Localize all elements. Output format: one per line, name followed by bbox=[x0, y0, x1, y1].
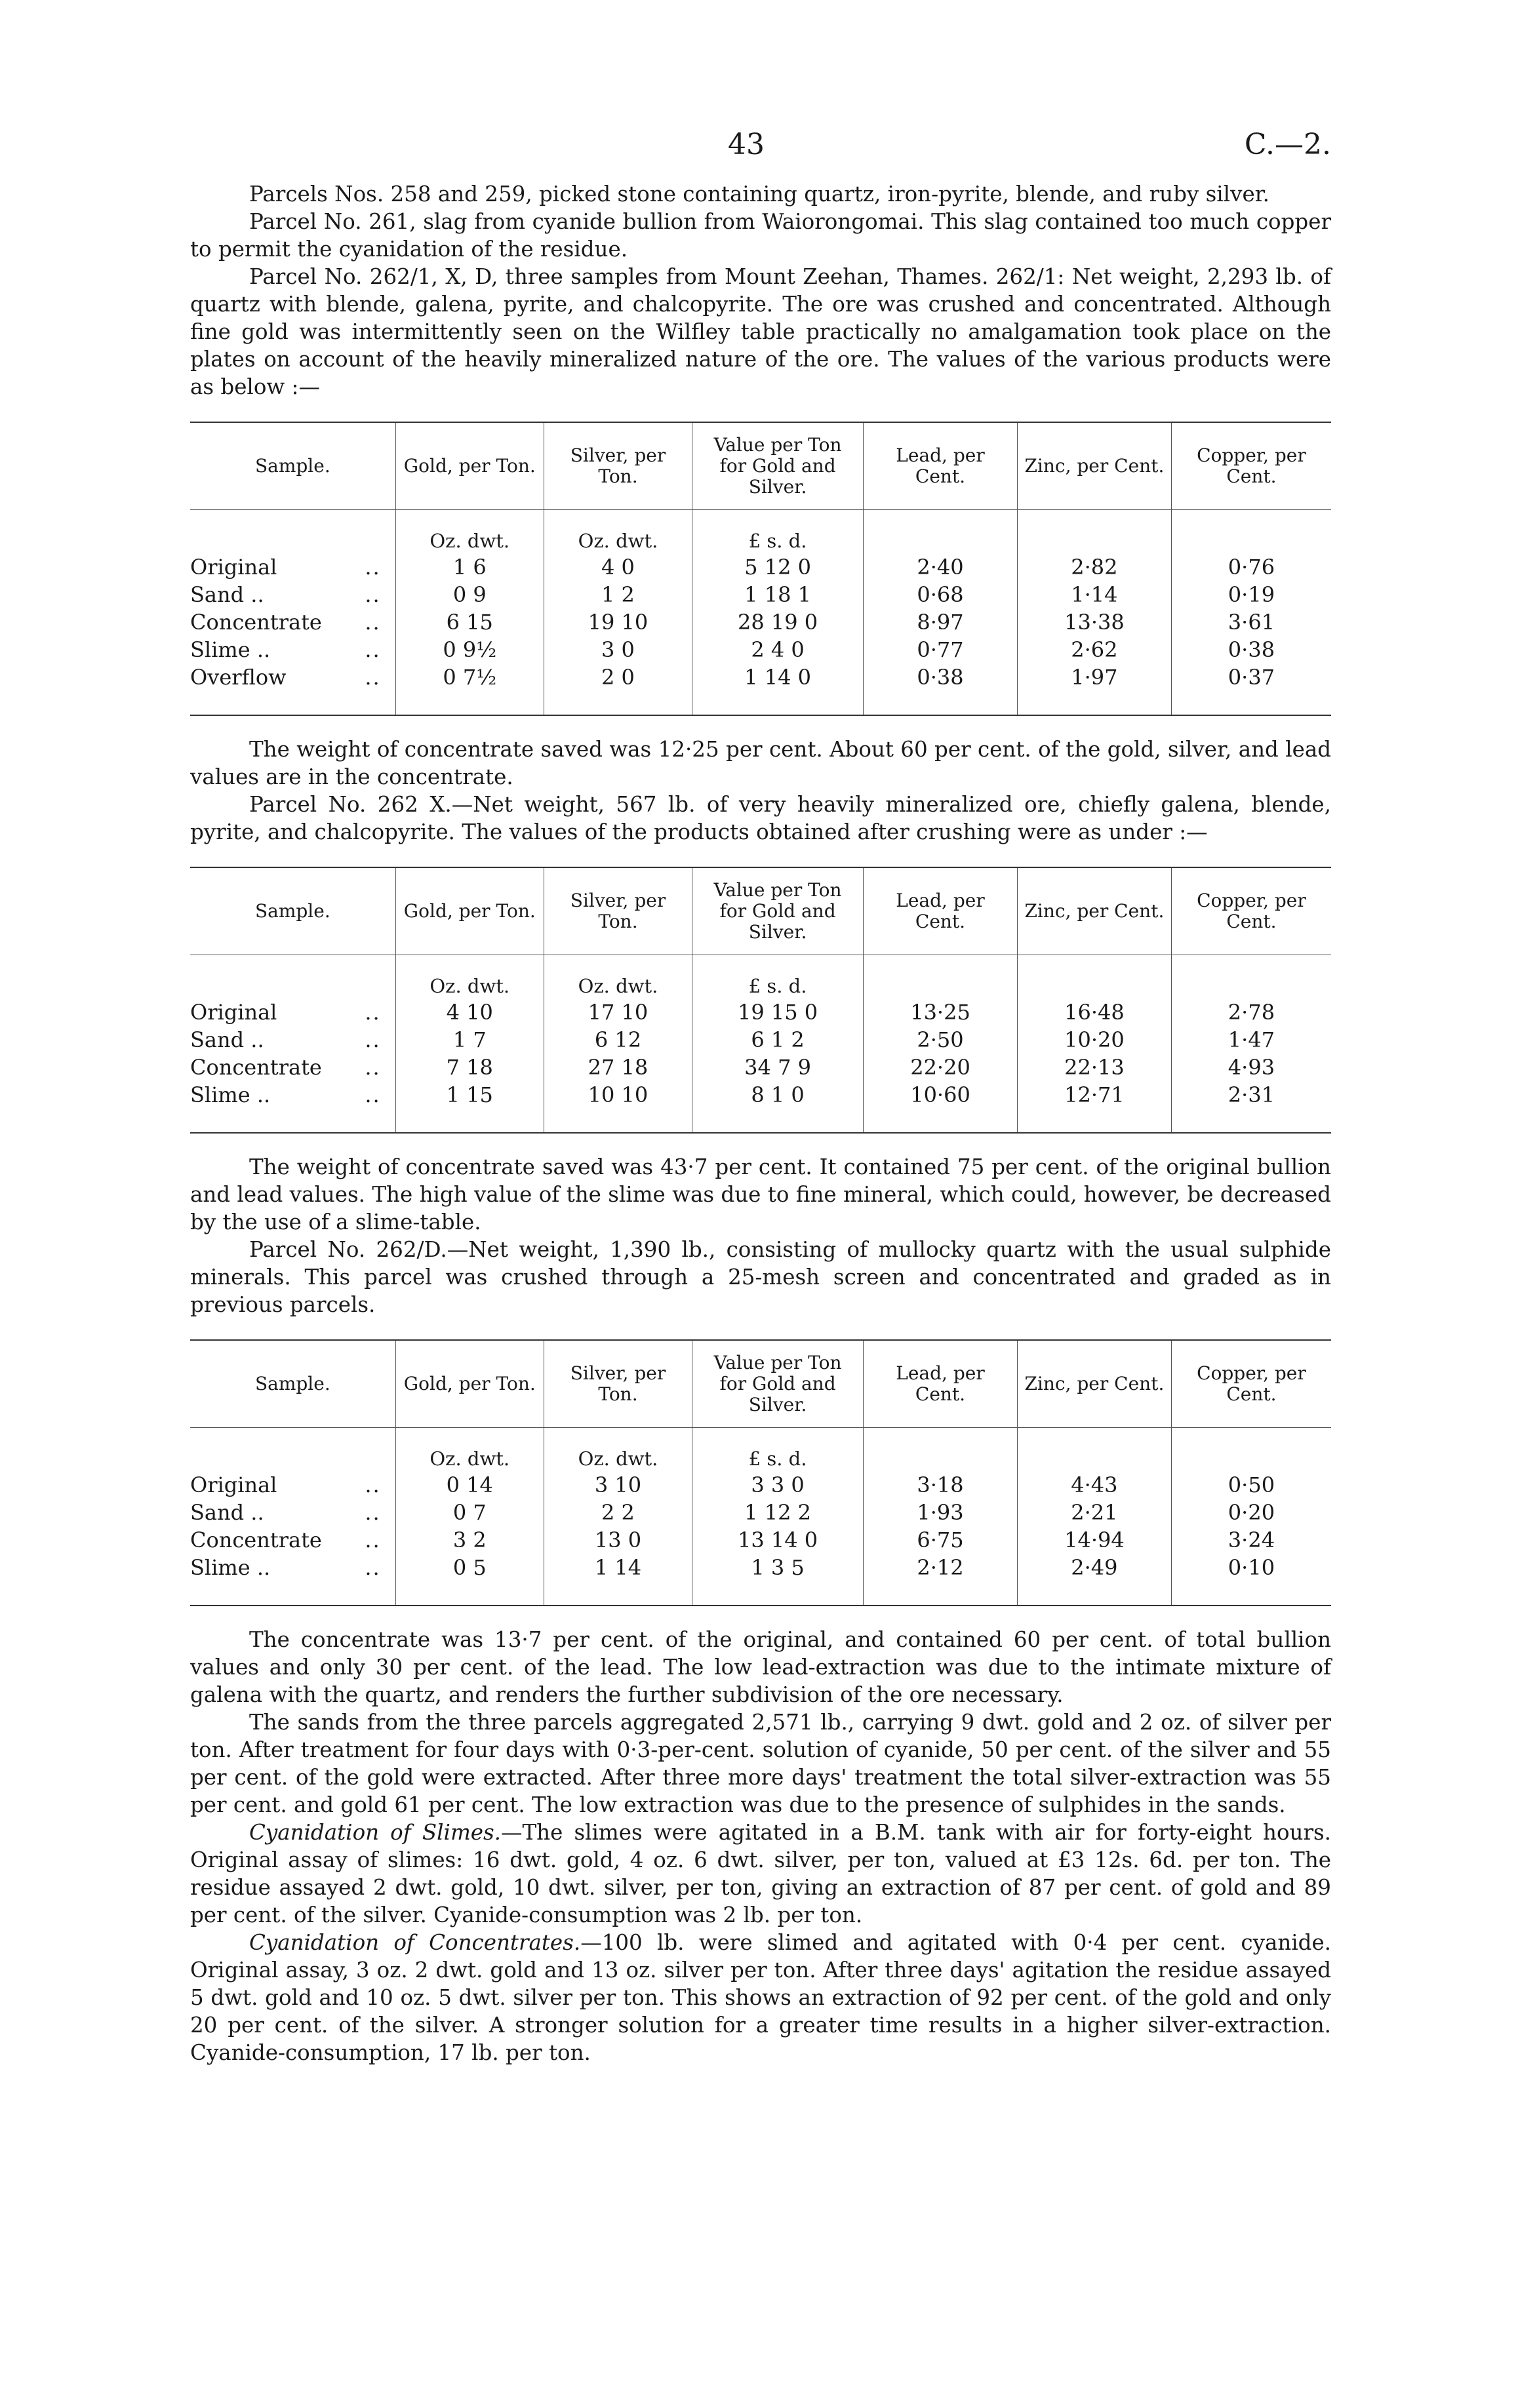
units-row bbox=[190, 955, 1331, 999]
table-row bbox=[190, 1471, 1331, 1499]
silver-cell: 19 10 bbox=[544, 608, 692, 636]
lead-cell: 2·50 bbox=[864, 1026, 1018, 1054]
copper-cell: 4·93 bbox=[1171, 1054, 1331, 1081]
gold-cell: 3 2 bbox=[395, 1526, 544, 1554]
assay-table-262-d bbox=[190, 1339, 1331, 1606]
copper-cell: 0·20 bbox=[1171, 1499, 1331, 1526]
section-heading: Cyanidation of Concentrates. bbox=[249, 1930, 581, 1955]
table-row bbox=[190, 1526, 1331, 1554]
unit-silver: Oz. dwt. bbox=[544, 955, 692, 999]
leader-dots: .. bbox=[365, 1082, 381, 1107]
column-header-silver: Silver, per Ton. bbox=[544, 422, 692, 510]
gold-cell: 4 10 bbox=[395, 998, 544, 1026]
table-row bbox=[190, 1499, 1331, 1526]
column-header-zinc: Zinc, per Cent. bbox=[1017, 1340, 1171, 1428]
sample-name: Overflow bbox=[190, 665, 287, 690]
leader-dots: .. bbox=[365, 1500, 381, 1525]
assay-table bbox=[190, 867, 1331, 1134]
copper-cell: 0·10 bbox=[1171, 1554, 1331, 1606]
lead-cell: 8·97 bbox=[864, 608, 1018, 636]
unit-gold: Oz. dwt. bbox=[395, 1428, 544, 1472]
gold-cell: 0 9½ bbox=[395, 636, 544, 663]
table-header-row bbox=[190, 422, 1331, 510]
zinc-cell: 2·82 bbox=[1017, 553, 1171, 581]
table-row bbox=[190, 998, 1331, 1026]
leader-dots: .. bbox=[365, 1555, 381, 1580]
paragraph: The concentrate was 13·7 per cent. of the original, and contained 60 per cent. of total bullion values and only 30 per cent. of the lead. The low lead-extraction was due to the intimate mixture of galena with the quartz, and renders the further subdivision of the ore necessary. bbox=[190, 1627, 1331, 1707]
value-cell: 13 14 0 bbox=[692, 1526, 864, 1554]
copper-cell: 2·78 bbox=[1171, 998, 1331, 1026]
unit-gold: Oz. dwt. bbox=[395, 510, 544, 554]
zinc-cell: 14·94 bbox=[1017, 1526, 1171, 1554]
paragraph: The weight of concentrate saved was 12·25 per cent. About 60 per cent. of the gold, silver, and lead values are in the concentrate. bbox=[190, 737, 1331, 789]
leader-dots: .. bbox=[365, 637, 381, 662]
lead-cell: 13·25 bbox=[864, 998, 1018, 1026]
zinc-cell: 4·43 bbox=[1017, 1471, 1171, 1499]
table-row bbox=[190, 1054, 1331, 1081]
assay-table bbox=[190, 1339, 1331, 1606]
leader-dots: .. bbox=[365, 1055, 381, 1080]
copper-cell: 2·31 bbox=[1171, 1081, 1331, 1133]
zinc-cell: 13·38 bbox=[1017, 608, 1171, 636]
unit-value: £ s. d. bbox=[692, 1428, 864, 1472]
table-row bbox=[190, 636, 1331, 663]
leader-dots: .. bbox=[365, 582, 381, 607]
copper-cell: 0·19 bbox=[1171, 581, 1331, 608]
sample-name: Sand .. bbox=[190, 1500, 264, 1525]
table-row bbox=[190, 663, 1331, 715]
value-cell: 1 18 1 bbox=[692, 581, 864, 608]
value-cell: 34 7 9 bbox=[692, 1054, 864, 1081]
table-row bbox=[190, 1554, 1331, 1606]
zinc-cell: 12·71 bbox=[1017, 1081, 1171, 1133]
document-page bbox=[190, 128, 1331, 2066]
column-header-silver: Silver, per Ton. bbox=[544, 1340, 692, 1428]
column-header-sample: Sample. bbox=[190, 867, 395, 955]
gold-cell: 0 14 bbox=[395, 1471, 544, 1499]
leader-dots: .. bbox=[365, 1528, 381, 1552]
zinc-cell: 2·49 bbox=[1017, 1554, 1171, 1606]
lead-cell: 10·60 bbox=[864, 1081, 1018, 1133]
silver-cell: 2 2 bbox=[544, 1499, 692, 1526]
column-header-sample: Sample. bbox=[190, 1340, 395, 1428]
assay-table-262-x bbox=[190, 867, 1331, 1134]
copper-cell: 3·24 bbox=[1171, 1526, 1331, 1554]
page-number: 43 bbox=[728, 128, 765, 161]
gold-cell: 1 7 bbox=[395, 1026, 544, 1054]
paragraph: The weight of concentrate saved was 43·7 per cent. It contained 75 per cent. of the original bullion and lead values. The high value of the slime was due to fine mineral, which could, however, be decreased by the use of a slime-table. bbox=[190, 1155, 1331, 1234]
value-cell: 5 12 0 bbox=[692, 553, 864, 581]
sample-name: Original bbox=[190, 1000, 277, 1025]
copper-cell: 0·37 bbox=[1171, 663, 1331, 715]
table-row bbox=[190, 581, 1331, 608]
copper-cell: 0·38 bbox=[1171, 636, 1331, 663]
sample-name: Slime .. bbox=[190, 1555, 271, 1580]
value-cell: 19 15 0 bbox=[692, 998, 864, 1026]
section-heading: Cyanidation of Slimes. bbox=[249, 1820, 501, 1845]
silver-cell: 1 2 bbox=[544, 581, 692, 608]
unit-value: £ s. d. bbox=[692, 510, 864, 554]
table-row bbox=[190, 1026, 1331, 1054]
column-header-lead: Lead, per Cent. bbox=[864, 867, 1018, 955]
sample-name: Sand .. bbox=[190, 582, 264, 607]
value-cell: 28 19 0 bbox=[692, 608, 864, 636]
paragraph-cyanidation-slimes bbox=[190, 1819, 1331, 1929]
units-row bbox=[190, 1428, 1331, 1472]
paragraph: Parcel No. 262/D.—Net weight, 1,390 lb., consisting of mullocky quartz with the usual sulphide minerals. This parcel was crushed through a 25-mesh screen and concentrated and graded as in previous parcels. bbox=[190, 1237, 1331, 1317]
copper-cell: 1·47 bbox=[1171, 1026, 1331, 1054]
table-row bbox=[190, 608, 1331, 636]
leader-dots: .. bbox=[365, 555, 381, 580]
sample-name: Slime .. bbox=[190, 637, 271, 662]
table-row bbox=[190, 553, 1331, 581]
document-reference: C.—2. bbox=[1244, 128, 1331, 161]
leader-dots: .. bbox=[365, 610, 381, 635]
value-cell: 6 1 2 bbox=[692, 1026, 864, 1054]
column-header-lead: Lead, per Cent. bbox=[864, 422, 1018, 510]
column-header-copper: Copper, per Cent. bbox=[1171, 1340, 1331, 1428]
lead-cell: 0·68 bbox=[864, 581, 1018, 608]
unit-gold: Oz. dwt. bbox=[395, 955, 544, 999]
sample-name: Concentrate bbox=[190, 1055, 322, 1080]
assay-table bbox=[190, 422, 1331, 716]
unit-silver: Oz. dwt. bbox=[544, 510, 692, 554]
zinc-cell: 16·48 bbox=[1017, 998, 1171, 1026]
lead-cell: 2·12 bbox=[864, 1554, 1018, 1606]
silver-cell: 3 0 bbox=[544, 636, 692, 663]
lead-cell: 0·38 bbox=[864, 663, 1018, 715]
leader-dots: .. bbox=[365, 1472, 381, 1497]
table-row bbox=[190, 1081, 1331, 1133]
gold-cell: 0 9 bbox=[395, 581, 544, 608]
value-cell: 1 12 2 bbox=[692, 1499, 864, 1526]
column-header-copper: Copper, per Cent. bbox=[1171, 422, 1331, 510]
silver-cell: 2 0 bbox=[544, 663, 692, 715]
gold-cell: 1 15 bbox=[395, 1081, 544, 1133]
sample-name: Sand .. bbox=[190, 1027, 264, 1052]
sample-name: Original bbox=[190, 1472, 277, 1497]
paragraph: The sands from the three parcels aggregated 2,571 lb., carrying 9 dwt. gold and 2 oz. of silver per ton. After treatment for four days with 0·3-per-cent. solution of cyanide, 50 per cent. of the silver and 55 per cent. of the gold were extracted. After three more days' treatment the total silver-extraction was 55 per cent. and gold 61 per cent. The low extraction was due to the presence of sulphides in the sands. bbox=[190, 1710, 1331, 1817]
lead-cell: 6·75 bbox=[864, 1526, 1018, 1554]
silver-cell: 4 0 bbox=[544, 553, 692, 581]
lead-cell: 22·20 bbox=[864, 1054, 1018, 1081]
column-header-copper: Copper, per Cent. bbox=[1171, 867, 1331, 955]
unit-value: £ s. d. bbox=[692, 955, 864, 999]
silver-cell: 1 14 bbox=[544, 1554, 692, 1606]
gold-cell: 7 18 bbox=[395, 1054, 544, 1081]
sample-name: Original bbox=[190, 555, 277, 580]
sample-name: Slime .. bbox=[190, 1082, 271, 1107]
sample-name: Concentrate bbox=[190, 610, 322, 635]
silver-cell: 10 10 bbox=[544, 1081, 692, 1133]
paragraph-body: —100 lb. were slimed and agitated with 0·4 per cent. cyanide. Original assay, 3 oz. 2 dwt. gold and 13 oz. silver per ton. After three days' agitation the residue assayed 5 dwt. gold and 10 oz. 5 dwt. silver per ton. This shows an extraction of 92 per cent. of the gold and only 20 per cent. of the silver. A stronger solution for a greater time results in a higher silver-extraction. Cyanide-consumption, 17 lb. per ton. bbox=[190, 1930, 1332, 2065]
silver-cell: 27 18 bbox=[544, 1054, 692, 1081]
column-header-gold: Gold, per Ton. bbox=[395, 867, 544, 955]
zinc-cell: 1·14 bbox=[1017, 581, 1171, 608]
silver-cell: 3 10 bbox=[544, 1471, 692, 1499]
table-header-row bbox=[190, 1340, 1331, 1428]
lead-cell: 0·77 bbox=[864, 636, 1018, 663]
sample-name: Concentrate bbox=[190, 1528, 322, 1552]
silver-cell: 17 10 bbox=[544, 998, 692, 1026]
paragraph-cyanidation-concentrates bbox=[190, 1929, 1331, 2066]
column-header-sample: Sample. bbox=[190, 422, 395, 510]
paragraph: Parcel No. 262/1, X, D, three samples from Mount Zeehan, Thames. 262/1: Net weight, 2,293 lb. of quartz with blende, galena, pyrite, and chalcopyrite. The ore was crushed and concentrated. Although fine gold was intermittently seen on the Wilfley table practically no amalgamation took place on the plates on account of the heavily mineralized nature of the ore. The values of the various products were as below :— bbox=[190, 264, 1331, 399]
column-header-value: Value per Ton for Gold and Silver. bbox=[692, 867, 864, 955]
gold-cell: 6 15 bbox=[395, 608, 544, 636]
column-header-value: Value per Ton for Gold and Silver. bbox=[692, 1340, 864, 1428]
paragraph: Parcel No. 261, slag from cyanide bullion from Waiorongomai. This slag contained too much copper to permit the cyanidation of the residue. bbox=[190, 209, 1331, 262]
value-cell: 2 4 0 bbox=[692, 636, 864, 663]
leader-dots: .. bbox=[365, 1027, 381, 1052]
units-row bbox=[190, 510, 1331, 554]
copper-cell: 0·76 bbox=[1171, 553, 1331, 581]
zinc-cell: 2·21 bbox=[1017, 1499, 1171, 1526]
column-header-silver: Silver, per Ton. bbox=[544, 867, 692, 955]
column-header-gold: Gold, per Ton. bbox=[395, 1340, 544, 1428]
assay-table-262-1 bbox=[190, 422, 1331, 716]
zinc-cell: 22·13 bbox=[1017, 1054, 1171, 1081]
zinc-cell: 1·97 bbox=[1017, 663, 1171, 715]
column-header-zinc: Zinc, per Cent. bbox=[1017, 867, 1171, 955]
copper-cell: 0·50 bbox=[1171, 1471, 1331, 1499]
column-header-lead: Lead, per Cent. bbox=[864, 1340, 1018, 1428]
gold-cell: 1 6 bbox=[395, 553, 544, 581]
lead-cell: 1·93 bbox=[864, 1499, 1018, 1526]
zinc-cell: 2·62 bbox=[1017, 636, 1171, 663]
value-cell: 3 3 0 bbox=[692, 1471, 864, 1499]
gold-cell: 0 5 bbox=[395, 1554, 544, 1606]
page-header bbox=[190, 128, 1331, 180]
lead-cell: 3·18 bbox=[864, 1471, 1018, 1499]
copper-cell: 3·61 bbox=[1171, 608, 1331, 636]
column-header-zinc: Zinc, per Cent. bbox=[1017, 422, 1171, 510]
paragraph-body: —The slimes were agitated in a B.M. tank with air for forty-eight hours. Original assay of slimes: 16 dwt. gold, 4 oz. 6 dwt. silver, per ton, valued at £3 12s. 6d. per ton. The residue assayed 2 dwt. gold, 10 dwt. silver, per ton, giving an extraction of 87 per cent. of gold and 89 per cent. of the silver. Cyanide-consumption was 2 lb. per ton. bbox=[190, 1820, 1331, 1927]
column-header-gold: Gold, per Ton. bbox=[395, 422, 544, 510]
gold-cell: 0 7 bbox=[395, 1499, 544, 1526]
silver-cell: 13 0 bbox=[544, 1526, 692, 1554]
leader-dots: .. bbox=[365, 1000, 381, 1025]
zinc-cell: 10·20 bbox=[1017, 1026, 1171, 1054]
leader-dots: .. bbox=[365, 665, 381, 690]
value-cell: 8 1 0 bbox=[692, 1081, 864, 1133]
silver-cell: 6 12 bbox=[544, 1026, 692, 1054]
value-cell: 1 3 5 bbox=[692, 1554, 864, 1606]
paragraph: Parcel No. 262 X.—Net weight, 567 lb. of very heavily mineralized ore, chiefly galena, blende, pyrite, and chalcopyrite. The values of the products obtained after crushing were as under :— bbox=[190, 792, 1331, 844]
unit-silver: Oz. dwt. bbox=[544, 1428, 692, 1472]
table-header-row bbox=[190, 867, 1331, 955]
value-cell: 1 14 0 bbox=[692, 663, 864, 715]
gold-cell: 0 7½ bbox=[395, 663, 544, 715]
lead-cell: 2·40 bbox=[864, 553, 1018, 581]
column-header-value: Value per Ton for Gold and Silver. bbox=[692, 422, 864, 510]
paragraph: Parcels Nos. 258 and 259, picked stone containing quartz, iron-pyrite, blende, and ruby silver. bbox=[249, 182, 1269, 207]
